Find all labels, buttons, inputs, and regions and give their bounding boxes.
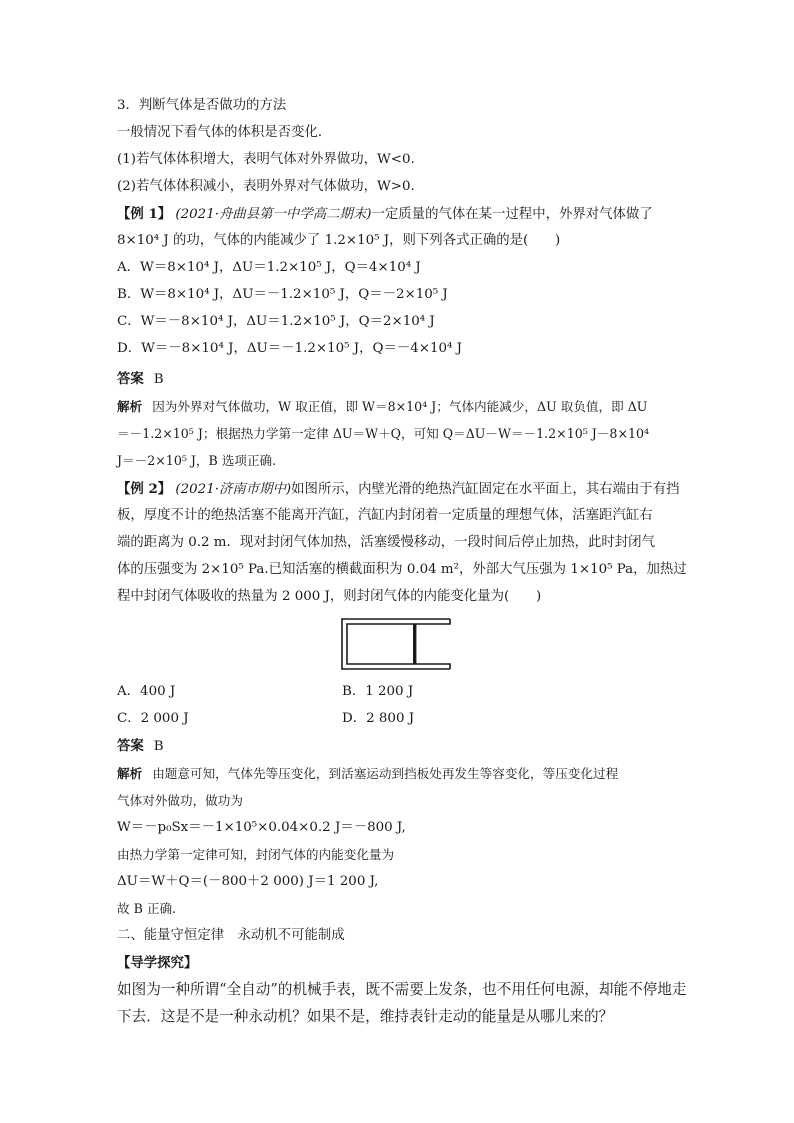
cylinder-outer-wall (342, 619, 450, 669)
example2-answer-line (117, 736, 164, 757)
section3-title: 3．判断气体是否做功的方法 (117, 98, 287, 113)
cylinder-inner-wall (347, 624, 444, 664)
example1-answer-label: 答案 (117, 371, 144, 387)
example1-tag: 【例 1】 (117, 206, 172, 222)
example2-option-c: C．2 000 J (117, 711, 189, 726)
example2-stem-line3: 端的距离为 0.2 m．现对封闭气体加热，活塞缓慢移动，一段时间后停止加热，此时封闭气 (117, 535, 655, 550)
example1-answer-line (117, 369, 164, 390)
example2-answer-label: 答案 (117, 738, 144, 754)
example2-analysis-line5: ΔU＝W＋Q＝(－800＋2 000) J＝1 200 J, (117, 874, 379, 889)
example1-option-a: A．W＝8×10⁴ J，ΔU＝1.2×10⁵ J，Q＝4×10⁴ J (117, 260, 421, 275)
cylinder-diagram (340, 617, 452, 671)
example2-analysis-text1: 由题意可知，气体先等压变化，到活塞运动到挡板处再发生等容变化，等压变化过程 (152, 766, 619, 781)
example2-analysis-line6: 故 B 正确. (117, 901, 177, 916)
example2-stem-line4: 体的压强变为 2×10⁵ Pa.已知活塞的横截面积为 0.04 m²，外部大气压强为 1×10⁵ Pa，加热过 (117, 562, 687, 577)
example1-stem-a: 一定质量的气体在某一过程中，外界对气体做了 (371, 207, 653, 222)
example2-source: (2021·济南市期中) (175, 482, 292, 497)
example2-answer: B (153, 739, 164, 754)
section3-line3: (2)若气体体积减小，表明外界对气体做功，W>0. (117, 179, 415, 194)
example1-analysis-label: 解析 (117, 399, 143, 414)
section3-line1: 一般情况下看气体的体积是否变化． (117, 125, 332, 140)
example2-analysis-line2: 气体对外做功，做功为 (117, 793, 243, 808)
example1-option-d: D．W＝－8×10⁴ J，ΔU＝－1.2×10⁵ J，Q＝－4×10⁴ J (117, 341, 463, 356)
example2-option-b: B．1 200 J (342, 684, 414, 699)
example1-option-b: B．W＝8×10⁴ J，ΔU＝－1.2×10⁵ J，Q＝－2×10⁵ J (117, 287, 448, 302)
example1-analysis-line1 (117, 397, 647, 417)
guide-explore-tag: 【导学探究】 (117, 955, 198, 971)
example1-analysis-text1: 因为外界对气体做功，W 取正值，即 W＝8×10⁴ J；气体内能减少，ΔU 取负值，即 ΔU (152, 399, 648, 414)
example2-stem-text1: 如图所示，内壁光滑的绝热汽缸固定在水平面上，其右端由于有挡 (291, 482, 680, 497)
example2-option-a: A．400 J (117, 684, 176, 699)
example2-tag: 【例 2】 (117, 481, 172, 497)
example2-analysis-line1 (117, 764, 618, 784)
example1-answer: B (153, 372, 164, 387)
example1-analysis-line2: ＝－1.2×10⁵ J；根据热力学第一定律 ΔU＝W＋Q，可知 Q＝ΔU－W＝－1.2×10⁵ J－8×10⁴ (117, 426, 650, 441)
section3-line2: (1)若气体体积增大，表明气体对外界做功，W<0. (117, 152, 415, 167)
example2-analysis-line3: W＝－p₀Sx＝－1×10⁵×0.04×0.2 J＝－800 J, (117, 820, 406, 835)
section-energy-title: 二、能量守恒定律 永动机不可能制成 (117, 928, 345, 943)
example2-stem-line2: 板，厚度不计的绝热活塞不能离开汽缸，汽缸内封闭着一定质量的理想气体，活塞距汽缸右 (117, 508, 653, 523)
piston (413, 624, 416, 664)
example2-analysis-line4: 由热力学第一定律可知，封闭气体的内能变化量为 (117, 847, 395, 862)
example1-source: (2021·舟曲县第一中学高二期末) (175, 207, 372, 222)
example2-analysis-label: 解析 (117, 766, 143, 781)
example2-stem-line1 (117, 479, 680, 500)
example2-option-d: D．2 800 J (342, 711, 415, 726)
example1-stem-line2: 8×10⁴ J 的功，气体的内能减少了 1.2×10⁵ J，则下列各式正确的是( ) (117, 233, 561, 248)
guide-text-line2: 下去．这是不是一种永动机？如果不是，维持表针走动的能量是从哪儿来的？ (117, 1008, 614, 1025)
guide-text-line1: 如图为一种所谓“全自动”的机械手表，既不需要上发条，也不用任何电源，却能不停地走 (117, 981, 687, 998)
example1-analysis-line3: J＝－2×10⁵ J，B 选项正确. (117, 453, 277, 468)
example1-option-c: C．W＝－8×10⁴ J，ΔU＝1.2×10⁵ J，Q＝2×10⁴ J (117, 314, 435, 329)
example2-stem-line5: 程中封闭气体吸收的热量为 2 000 J，则封闭气体的内能变化量为( ) (117, 589, 542, 604)
example1-stem-line1 (117, 204, 653, 225)
